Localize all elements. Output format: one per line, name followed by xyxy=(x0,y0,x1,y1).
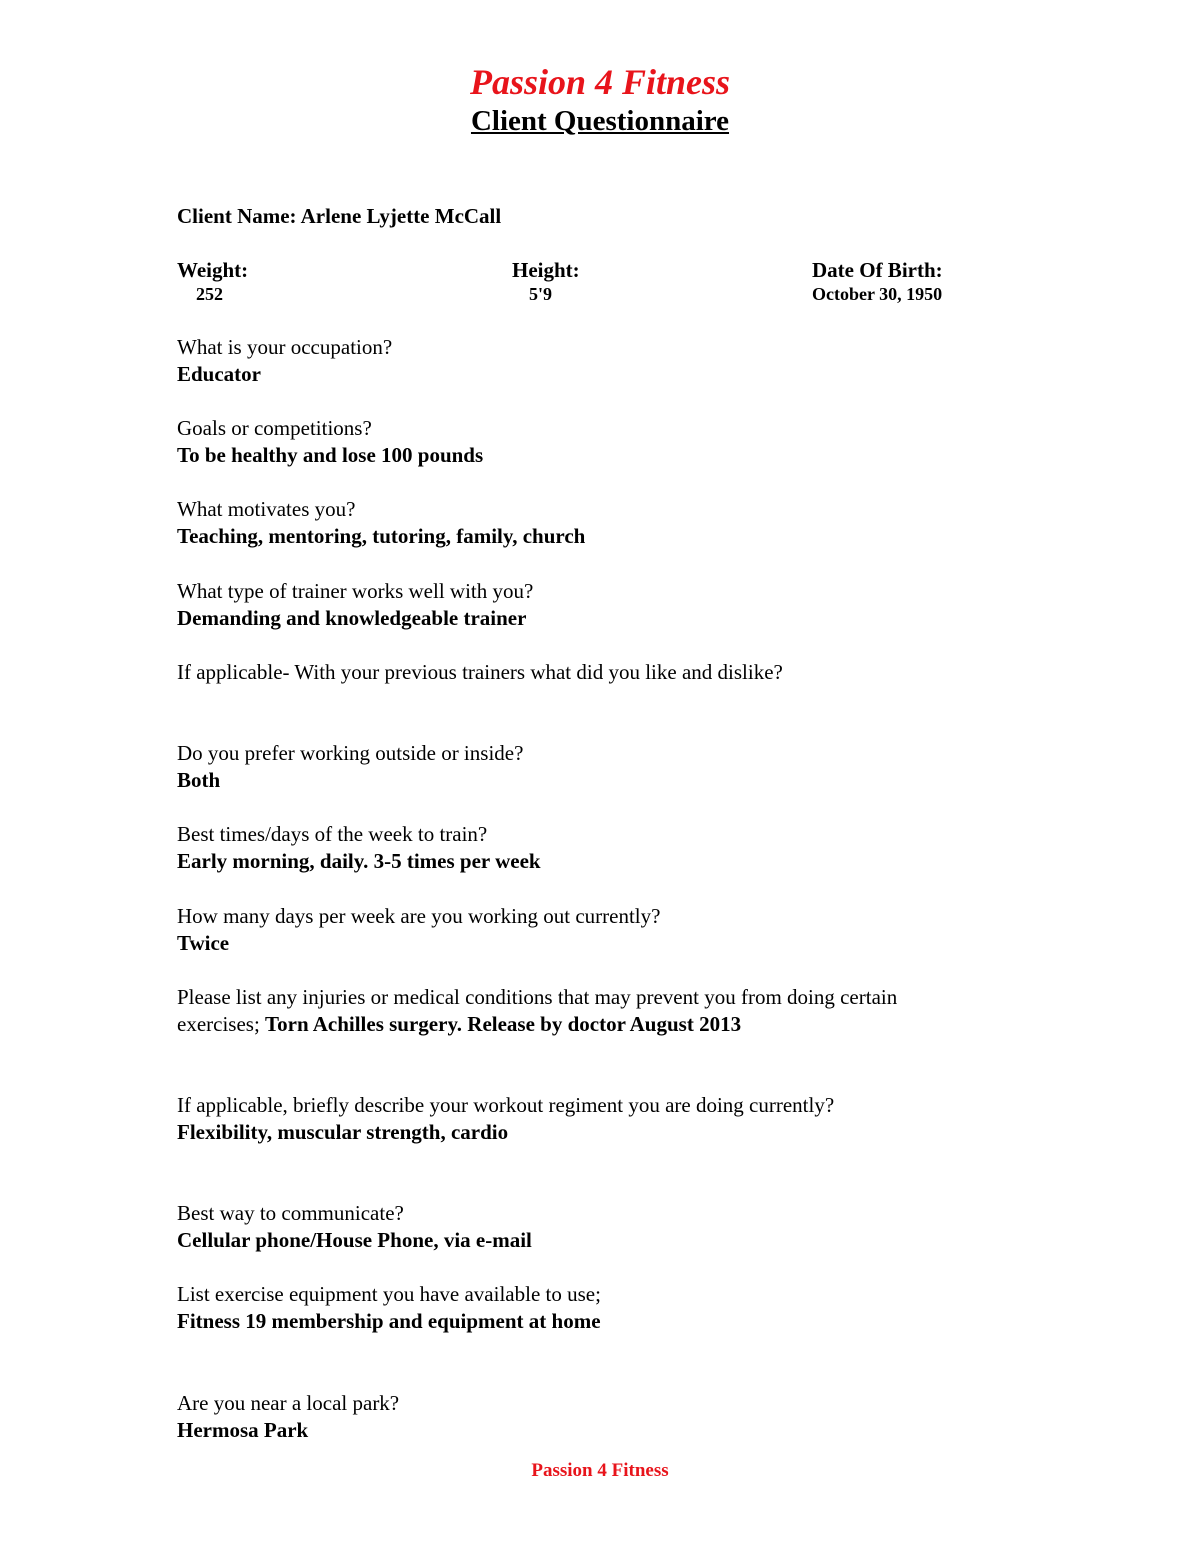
weight-value: 252 xyxy=(196,284,223,304)
goals-block xyxy=(177,415,1037,469)
regiment-answer: Flexibility, muscular strength, cardio xyxy=(177,1120,509,1144)
injuries-block xyxy=(177,984,1037,1038)
park-block xyxy=(177,1390,1037,1444)
communicate-block xyxy=(177,1200,1037,1254)
days-per-week-answer: Twice xyxy=(177,931,230,955)
outside-inside-question: Do you prefer working outside or inside? xyxy=(177,741,524,765)
outside-inside-answer: Both xyxy=(177,768,221,792)
weight-label: Weight: xyxy=(177,258,249,282)
days-per-week-question: How many days per week are you working out currently? xyxy=(177,904,661,928)
equipment-block xyxy=(177,1281,1037,1335)
best-times-question: Best times/days of the week to train? xyxy=(177,822,488,846)
trainer-type-block xyxy=(177,578,1037,632)
injuries-answer: Torn Achilles surgery. Release by doctor August 2013 xyxy=(265,1012,742,1036)
trainer-type-answer: Demanding and knowledgeable trainer xyxy=(177,606,527,630)
motivates-question: What motivates you? xyxy=(177,497,356,521)
dob-value: October 30, 1950 xyxy=(812,284,943,304)
communicate-question: Best way to communicate? xyxy=(177,1201,404,1225)
occupation-answer: Educator xyxy=(177,362,261,386)
park-question: Are you near a local park? xyxy=(177,1391,400,1415)
page-title: Passion 4 Fitness xyxy=(469,62,731,102)
best-times-answer: Early morning, daily. 3-5 times per week xyxy=(177,849,541,873)
client-name: Client Name: Arlene Lyjette McCall xyxy=(177,204,502,228)
regiment-block xyxy=(177,1092,1037,1146)
outside-inside-block xyxy=(177,740,1037,794)
height-value: 5'9 xyxy=(529,284,553,304)
occupation-question: What is your occupation? xyxy=(177,335,393,359)
injuries-question-line1: Please list any injuries or medical conditions that may prevent you from doing certain xyxy=(177,985,898,1009)
motivates-block xyxy=(177,496,1037,550)
trainer-type-question: What type of trainer works well with you? xyxy=(177,579,534,603)
equipment-question: List exercise equipment you have available to use; xyxy=(177,1282,601,1306)
previous-trainers-block xyxy=(177,659,1037,686)
injuries-line2 xyxy=(177,1011,1037,1038)
park-answer: Hermosa Park xyxy=(177,1418,309,1442)
occupation-block xyxy=(177,334,1037,388)
communicate-answer: Cellular phone/House Phone, via e-mail xyxy=(177,1228,532,1252)
goals-answer: To be healthy and lose 100 pounds xyxy=(177,443,484,467)
page-subtitle: Client Questionnaire xyxy=(470,105,730,137)
previous-trainers-question: If applicable- With your previous trainers what did you like and dislike? xyxy=(177,660,783,684)
injuries-question-line2: exercises; xyxy=(177,1012,266,1036)
page-footer: Passion 4 Fitness xyxy=(531,1460,669,1481)
motivates-answer: Teaching, mentoring, tutoring, family, church xyxy=(177,524,586,548)
goals-question: Goals or competitions? xyxy=(177,416,372,440)
best-times-block xyxy=(177,821,1037,875)
height-label: Height: xyxy=(512,258,580,282)
days-per-week-block xyxy=(177,903,1037,957)
equipment-answer: Fitness 19 membership and equipment at home xyxy=(177,1309,601,1333)
dob-label: Date Of Birth: xyxy=(812,258,943,282)
regiment-question: If applicable, briefly describe your workout regiment you are doing currently? xyxy=(177,1093,835,1117)
